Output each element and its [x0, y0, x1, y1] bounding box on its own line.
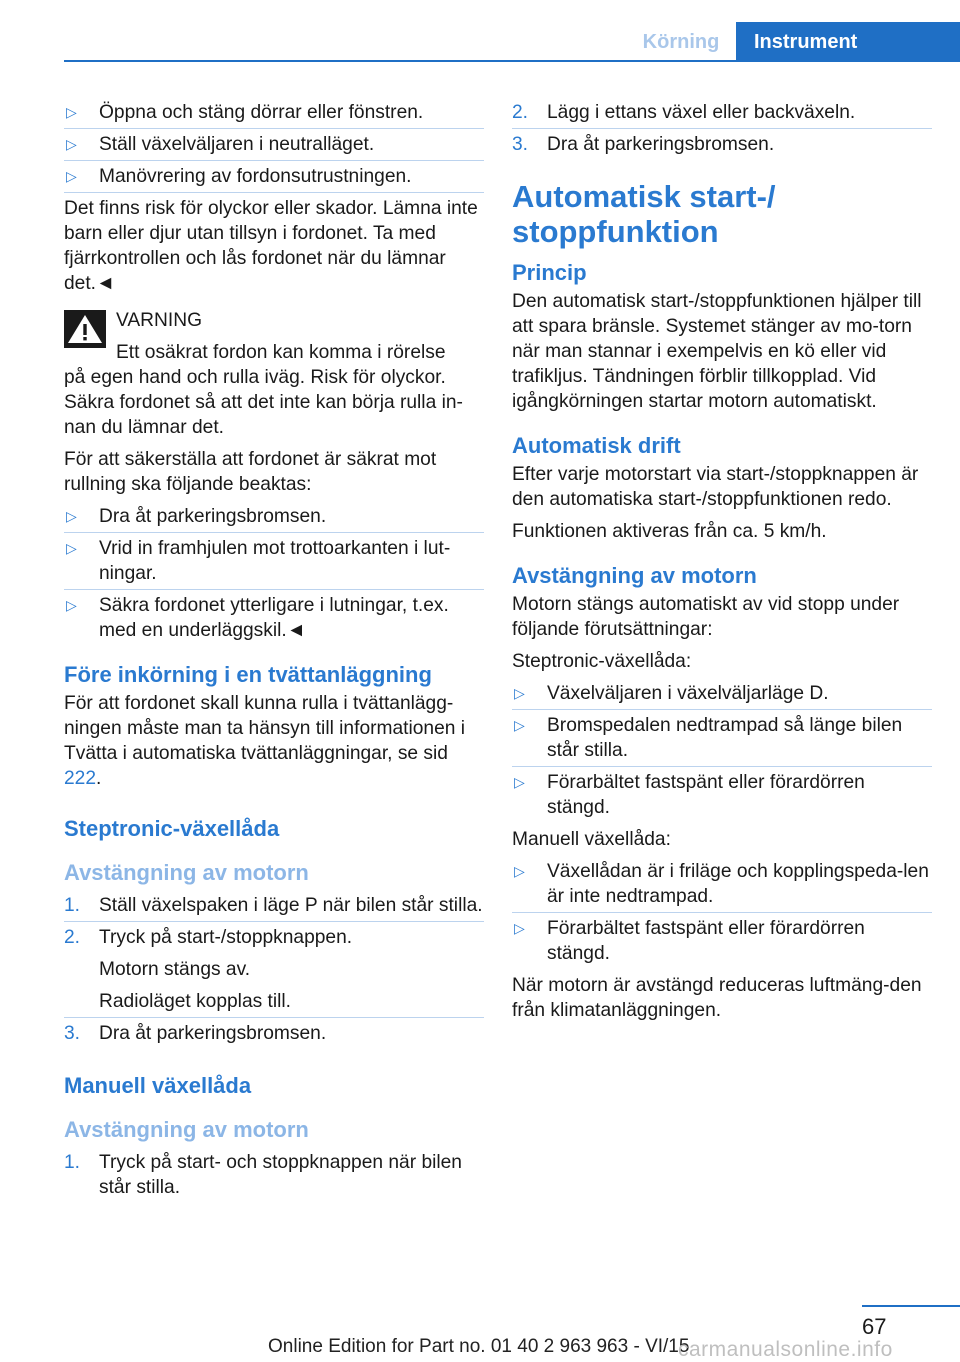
header-rule: [64, 60, 960, 62]
triangle-bullet-icon: ▷: [514, 920, 525, 936]
section-heading: Före inkörning i en tvättanläggning: [64, 662, 432, 687]
list-item: ▷ Växellådan är i friläge och kopplingspeda‐len är inte nedtrampad.: [512, 859, 932, 909]
paragraph: Efter varje motorstart via start-/stoppknappen är den automatiska start-/stoppfunktionen redo.: [512, 464, 919, 510]
list-item: 1. Ställ växelspaken i läge P när bilen står stilla.: [64, 895, 483, 916]
paragraph: Funktionen aktiveras från ca. 5 km/h.: [512, 521, 827, 542]
watermark: carmanualsonline.info: [678, 1338, 893, 1361]
triangle-bullet-icon: ▷: [66, 508, 77, 524]
triangle-bullet-icon: ▷: [514, 863, 525, 879]
list-item: ▷ Ställ växelväljaren i neutralläget.: [64, 132, 484, 157]
triangle-bullet-icon: ▷: [66, 136, 77, 152]
right-column: [512, 100, 932, 1030]
paragraph: Manuell växellåda:: [512, 829, 671, 850]
list-item: ▷ Säkra fordonet ytterligare i lutningar, t.ex. med en underläggskil.◄: [66, 595, 449, 641]
paragraph: För att säkerställa att fordonet är säkrat mot rullning ska följande beaktas:: [64, 449, 437, 495]
section-heading: Manuell växellåda: [64, 1073, 252, 1098]
triangle-bullet-icon: ▷: [514, 717, 525, 733]
triangle-bullet-icon: ▷: [66, 597, 77, 613]
list-item: ▷ Dra åt parkeringsbromsen.: [64, 504, 484, 529]
triangle-bullet-icon: ▷: [66, 168, 77, 184]
page-header: [0, 0, 960, 62]
list-item: ▷ Vrid in framhjulen mot trottoarkanten i lut‐ningar.: [64, 536, 484, 586]
triangle-bullet-icon: ▷: [66, 540, 77, 556]
tab-instrument[interactable]: Instrument: [736, 22, 960, 62]
list-item: 1. Tryck på start- och stoppknappen när bilen står stilla.: [64, 1152, 462, 1198]
step-note: Motorn stängs av.: [99, 959, 251, 980]
paragraph: Motorn stängs automatiskt av vid stopp under följande förutsättningar:: [512, 594, 900, 640]
edition-text: Online Edition for Part no. 01 40 2 963 963 - VI/15: [268, 1336, 690, 1357]
chapter-heading: Automatisk start-/ stoppfunktion: [512, 179, 776, 249]
subsection-heading: Avstängning av motorn: [64, 860, 309, 885]
triangle-bullet-icon: ▷: [514, 685, 525, 701]
warning-icon: [64, 310, 106, 348]
list-item: 2. Lägg i ettans växel eller backväxeln.: [512, 100, 932, 125]
list-item: ▷ Öppna och stäng dörrar eller fönstren.: [64, 100, 484, 125]
step-note-item: Radioläget kopplas till.: [64, 989, 484, 1014]
warning-block: [64, 308, 484, 440]
triangle-bullet-icon: ▷: [66, 104, 77, 120]
paragraph: Steptronic-växellåda:: [512, 651, 692, 672]
list-item: 2. Tryck på start-/stoppknappen.: [64, 927, 353, 948]
list-item: 3. Dra åt parkeringsbromsen.: [512, 134, 775, 155]
footer-rule: [862, 1305, 960, 1307]
paragraph: När motorn är avstängd reduceras luftmäng‐den från klimatanläggningen.: [512, 975, 922, 1021]
list-item: ▷ Bromspedalen nedtrampad så länge bilen står stilla.: [512, 713, 932, 763]
section-heading: Avstängning av motorn: [512, 563, 757, 588]
list-item: ▷ Manövrering av fordonsutrustningen.: [64, 164, 484, 189]
page-link[interactable]: 222: [64, 768, 97, 789]
paragraph: Den automatisk start-/stoppfunktionen hjälper till att spara bränsle. Systemet stänger av mo‐torn när man stannar i exempelvis en kö eller vid trafikljus. Tändningen förblir tillkopplad. Vid igångkörningen startar motorn automatiskt.: [512, 291, 922, 412]
list-item: 3. Dra åt parkeringsbromsen.: [64, 1023, 327, 1044]
paragraph: Det finns risk för olyckor eller skador. Lämna inte barn eller djur utan tillsyn i fordonet. Ta med fjärrkontrollen och lås fordonet när du lämnar det.◄: [64, 198, 478, 294]
triangle-bullet-icon: ▷: [514, 774, 525, 790]
warning-line: Ett osäkrat fordon kan komma i rörelse: [116, 342, 446, 363]
left-column: [64, 100, 484, 1207]
warning-text: på egen hand och rulla iväg. Risk för olyckor. Säkra fordonet så att det inte kan börja rulla in‐nan du lämnar det.: [64, 367, 463, 438]
section-heading: Princip: [512, 260, 587, 285]
paragraph: För att fordonet skall kunna rulla i tvättanlägg‐ningen måste man ta hänsyn till informationen i Tvätta i automatiska tvättanläggningar, se sid 222.: [64, 693, 466, 789]
section-heading: Steptronic-växellåda: [64, 816, 280, 841]
list-item: ▷ Förarbältet fastspänt eller förardörren stängd.: [514, 918, 865, 964]
subsection-heading: Avstängning av motorn: [64, 1117, 309, 1142]
section-heading: Automatisk drift: [512, 433, 681, 458]
tab-korning[interactable]: Körning: [642, 31, 720, 53]
page-number: 67: [862, 1314, 887, 1339]
list-item: ▷ Växelväljaren i växelväljarläge D.: [512, 681, 932, 706]
list-item: ▷ Förarbältet fastspänt eller förardörren stängd.: [514, 772, 865, 818]
warning-title: VARNING: [116, 310, 202, 331]
